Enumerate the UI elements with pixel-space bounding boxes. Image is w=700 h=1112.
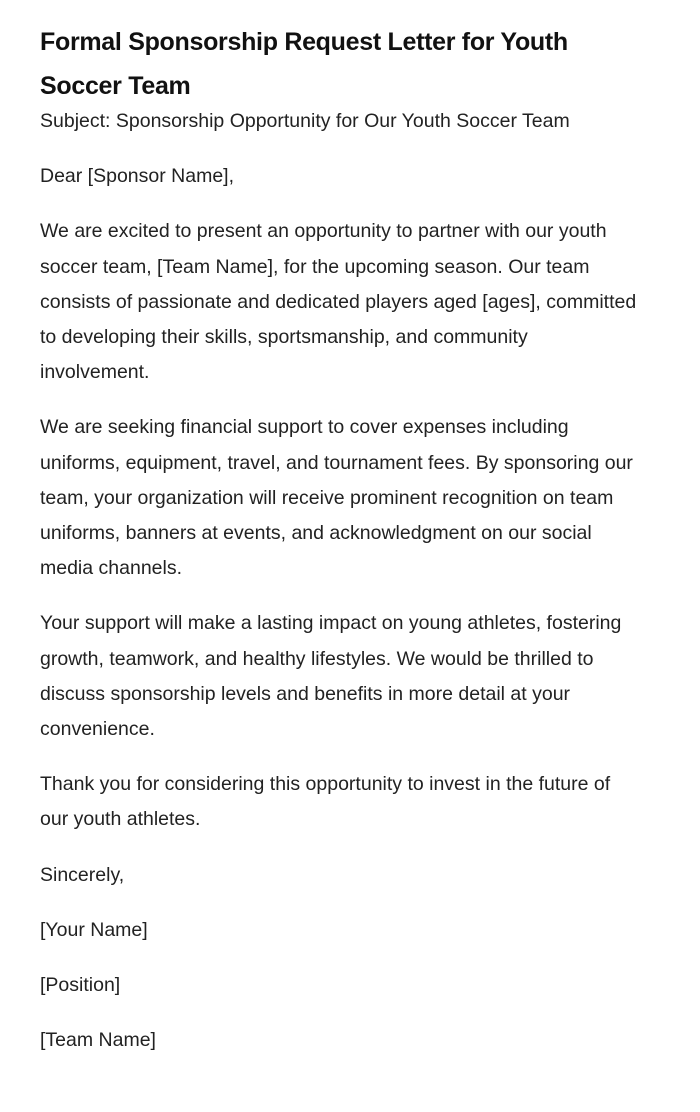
letter-paragraph: Your support will make a lasting impact on young athletes, fostering growth, teamwork, and healthy lifestyles. We would be thrilled to discuss sponsorship levels and benefits in more detail at your convenience. xyxy=(40,612,622,741)
letter-paragraph: Thank you for considering this opportunity to invest in the future of our youth athletes. xyxy=(40,773,611,831)
letter-closing: Sincerely, xyxy=(40,863,125,886)
letter-title: Formal Sponsorship Request Letter for Youth Soccer Team xyxy=(40,28,568,100)
letter-paragraph: We are excited to present an opportunity to partner with our youth soccer team, [Team Name], for the upcoming season. Our team consists of passionate and dedicated players aged [ages], committed to developing their skills, sportsmanship, and community involvement. xyxy=(40,220,637,384)
signature-name: [Your Name] xyxy=(40,918,148,941)
letter-salutation: Dear [Sponsor Name], xyxy=(40,165,235,188)
letter-subject: Subject: Sponsorship Opportunity for Our Youth Soccer Team xyxy=(40,110,570,132)
signature-team: [Team Name] xyxy=(40,1029,156,1052)
signature-position: [Position] xyxy=(40,974,121,997)
letter-paragraph: We are seeking financial support to cover expenses including uniforms, equipment, travel, and tournament fees. By sponsoring our team, your organization will receive prominent recognition on team uniforms, banners at events, and acknowledgment on our social media channels. xyxy=(40,416,633,580)
letter-document xyxy=(40,20,640,1058)
